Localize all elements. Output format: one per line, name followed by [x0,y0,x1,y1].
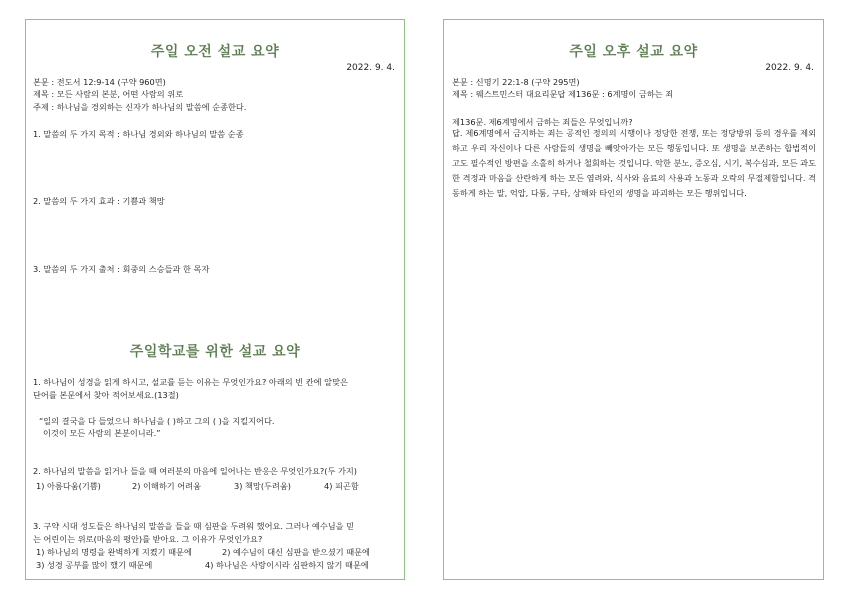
afternoon-sermon-page [443,19,824,580]
morning-sermon-page [25,19,405,580]
catechism-answer: 답. 제6계명에서 금지하는 죄는 공적인 정의의 시행이나 정당한 전쟁, 또는 정당방위 등의 경우를 제외하고 우리 자신이나 다른 사람들의 생명을 빼앗아가는 모든 행동입니다. 또 생명을 보존하는 합법적이고도 필수적인 방편을 소홀히 하거나 철회하는 것입니다. 악한 분노, 증오심, 시기, 복수심과, 모든 과도한 격정과 마음을 산란하게 하는 모든 염려와, 식사와 음료의 사용과 노동과 오락의 무절제함입니다. 격동하게 하는 말, 억압, 다툼, 구타, 상해와 타인의 생명을 파괴하는 모든 행위입니다. [452,128,816,198]
point-1: 1. 말씀의 두 가지 목적 : 하나님 경외와 하나님의 말씀 순종 [33,129,244,139]
question-2-option-4: 4) 피곤함 [324,481,359,491]
question-1-quote-line-2: 이것이 모든 사람의 본분이니라.” [43,428,161,438]
afternoon-date: 2022. 9. 4. [765,63,814,73]
afternoon-scripture: 본문 : 신명기 22:1-8 (구약 295면) [452,77,580,87]
morning-date: 2022. 9. 4. [346,63,395,73]
question-3-option-2: 2) 예수님이 대신 심판을 받으셨기 때문에 [222,547,370,557]
afternoon-sermon-title: 주일 오후 설교 요약 [569,44,698,60]
question-2-option-3: 3) 책망(두려움) [234,481,291,491]
question-3-line-2: 는 어린이는 위로(마음의 평안)를 받아요. 그 이유가 무엇인가요? [33,534,263,544]
morning-theme: 주제 : 하나님을 경외하는 신자가 하나님의 말씀에 순종한다. [33,102,247,112]
point-3: 3. 말씀의 두 가지 출처 : 회중의 스승들과 한 목자 [33,264,210,274]
question-2-option-1: 1) 아름다움(기쁨) [36,481,101,491]
sunday-school-title: 주일학교를 위한 설교 요약 [129,344,301,360]
morning-sermon-title: 주일 오전 설교 요약 [150,44,280,60]
morning-scripture: 본문 : 전도서 12:9-14 (구약 960면) [33,77,166,87]
question-3-option-4: 4) 하나님은 사랑이시라 심판하지 않기 때문에 [205,560,369,570]
question-3-option-1: 1) 하나님의 명령을 완벽하게 지켰기 때문에 [36,547,192,557]
question-2-option-2: 2) 이해하기 어려움 [132,481,201,491]
question-1-line-2: 단어를 본문에서 찾아 적어보세요.(13절) [33,390,179,400]
question-1-line-1: 1. 하나님이 성경을 읽게 하시고, 설교를 듣는 이유는 무엇인가요? 아래의 빈 칸에 알맞은 [33,377,348,387]
morning-sermon-subject: 제목 : 모든 사람의 본분, 어떤 사람의 위로 [33,89,184,99]
point-2: 2. 말씀의 두 가지 효과 : 기쁨과 책망 [33,196,165,206]
question-2: 2. 하나님의 말씀을 읽거나 들을 때 여러분의 마음에 일어나는 반응은 무엇인가요?(두 가지) [33,466,357,476]
afternoon-sermon-subject: 제목 : 웨스트민스터 대요리문답 제136문 : 6계명이 금하는 죄 [452,89,674,99]
catechism-question: 제136문. 제6계명에서 금하는 죄들은 무엇입니까? [452,117,633,127]
question-1-quote-line-1: “일의 결국을 다 들었으니 하나님을 ( )하고 그의 ( )을 지킬지어다. [39,416,275,426]
question-3-line-1: 3. 구약 시대 성도들은 하나님의 말씀을 들을 때 심판을 두려워 했어요. 그러나 예수님을 믿 [33,521,355,531]
question-3-option-3: 3) 성경 공부를 많이 했기 때문에 [36,560,153,570]
